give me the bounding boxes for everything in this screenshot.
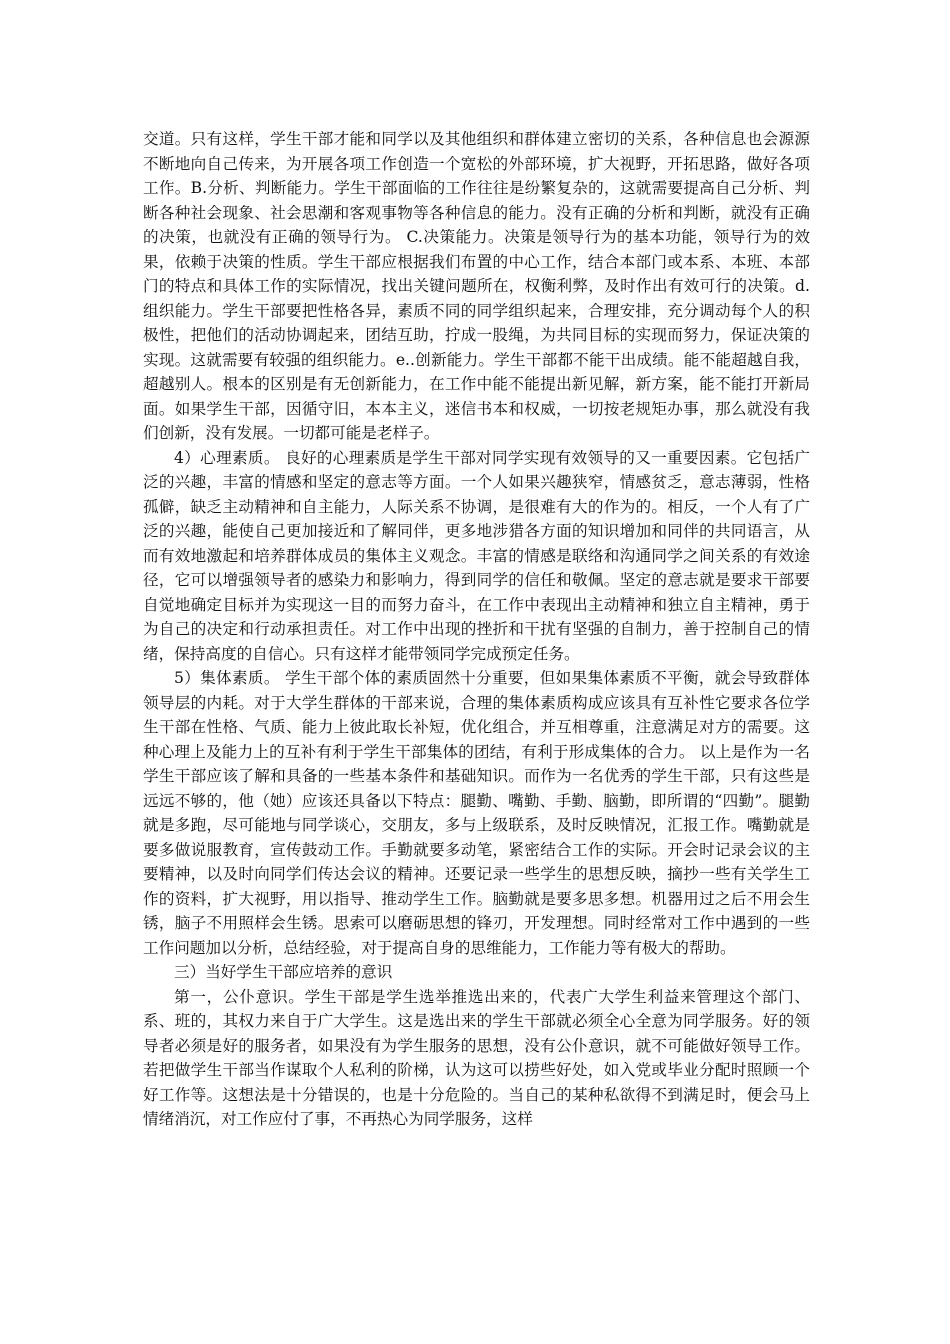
paragraph-leadership-abilities: 交道。只有这样，学生干部才能和同学以及其他组织和群体建立密切的关系，各种信息也会源源不断地向自己传来，为开展各项工作创造一个宽松的外部环境，扩大视野，开拓思路，做好各项工作。B.分析、判断能力。学生干部面临的工作往往是纷繁复杂的，这就需要提高自己分析、判断各种社会现象、社会思潮和客观事物等各种信息的能力。没有正确的分析和判断，就没有正确的决策，也就没有正确的领导行为。 C.决策能力。决策是领导行为的基本功能，领导行为的效果，依赖于决策的性质。学生干部应根据我们布置的中心工作，结合本部门或本系、本班、本部门的特点和具体工作的实际情况，找出关键问题所在，权衡利弊，及时作出有效可行的决策。d.组织能力。学生干部要把性格各异，素质不同的同学组织起来，合理安排，充分调动每个人的积极性，把他们的活动协调起来，团结互助，拧成一股绳，为共同目标的实现而努力，保证决策的实现。这就需要有较强的组织能力。e..创新能力。学生干部都不能干出成绩。能不能超越自我，超越别人。根本的区别是有无创新能力，在工作中能不能提出新见解，新方案，能不能打开新局面。如果学生干部，因循守旧，本本主义，迷信书本和权威，一切按老规矩办事，那么就没有我们创新，没有发展。一切都可能是老样子。 bbox=[143, 130, 810, 442]
paragraph-psychological-quality: 4）心理素质。 良好的心理素质是学生干部对同学实现有效领导的又一重要因素。它包括广泛的兴趣，丰富的情感和坚定的意志等方面。一个人如果兴趣狭窄，情感贫乏，意志薄弱，性格孤僻，缺乏主动精神和自主能力，人际关系不协调，是很难有大的作为的。相反，一个人有了广泛的兴趣，能使自己更加接近和了解同伴，更多地涉猎各方面的知识增加和同伴的共同语言，从而有效地激起和培养群体成员的集体主义观念。丰富的情感是联络和沟通同学之间关系的有效途径，它可以增强领导者的感染力和影响力，得到同学的信任和敬佩。坚定的意志就是要求干部要自觉地确定目标并为实现这一目的而努力奋斗，在工作中表现出主动精神和独立自主精神，勇于为自己的决定和行动承担责任。对工作中出现的挫折和干扰有坚强的自制力，善于控制自己的情绪，保持高度的自信心。只有这样才能带领同学完成预定任务。 bbox=[143, 448, 810, 663]
paragraph-public-servant-awareness: 第一，公仆意识。学生干部是学生选举推选出来的，代表广大学生利益来管理这个部门、系、班的，其权力来自于广大学生。这是选出来的学生干部就必须全心全意为同学服务。好的领导者必须是好的服务者，如果没有为学生服务的思想，没有公仆意识，就不可能做好领导工作。若把做学生干部当作谋取个人私利的阶梯，认为这可以捞些好处，如入党或毕业分配时照顾一个好工作等。这想法是十分错误的，也是十分危险的。当自己的某种私欲得不到满足时，便会马上情绪消沉，对工作应付了事，不再热心为同学服务，这样 bbox=[143, 987, 810, 1128]
paragraph-collective-quality: 5）集体素质。 学生干部个体的素质固然十分重要，但如果集体素质不平衡，就会导致群体领导层的内耗。对于大学生群体的干部来说，合理的集体素质构成应该具有互补性它要求各位学生干部在性格、气质、能力上彼此取长补短，优化组合，并互相尊重，注意满足对方的需要。这种心理上及能力上的互补有利于学生干部集体的团结，有利于形成集体的合力。 以上是作为一名学生干部应该了解和具备的一些基本条件和基础知识。而作为一名优秀的学生干部，只有这些是远远不够的，他（她）应该还具备以下特点：腿勤、嘴勤、手勤、脑勤，即所谓的“四勤”。腿勤就是多跑，尽可能地与同学谈心，交朋友，多与上级联系，及时反映情况，汇报工作。嘴勤就是要多做说服教育，宣传鼓动工作。手勤就要多动笔，紧密结合工作的实际。开会时记录会议的主要精神，以及时向同学们传达会议的精神。还要记录一些学生的思想反映，摘抄一些有关学生工作的资料，扩大视野，用以指导、推动学生工作。脑勤就是要多思多想。机器用过之后不用会生锈，脑子不用照样会生锈。思索可以磨砺思想的锋刃，开发理想。同时经常对工作中遇到的一些工作问题加以分析，总结经验，对于提高自身的思维能力，工作能力等有极大的帮助。 bbox=[143, 669, 810, 957]
section-heading-awareness: 三）当好学生干部应培养的意识 bbox=[174, 963, 393, 981]
